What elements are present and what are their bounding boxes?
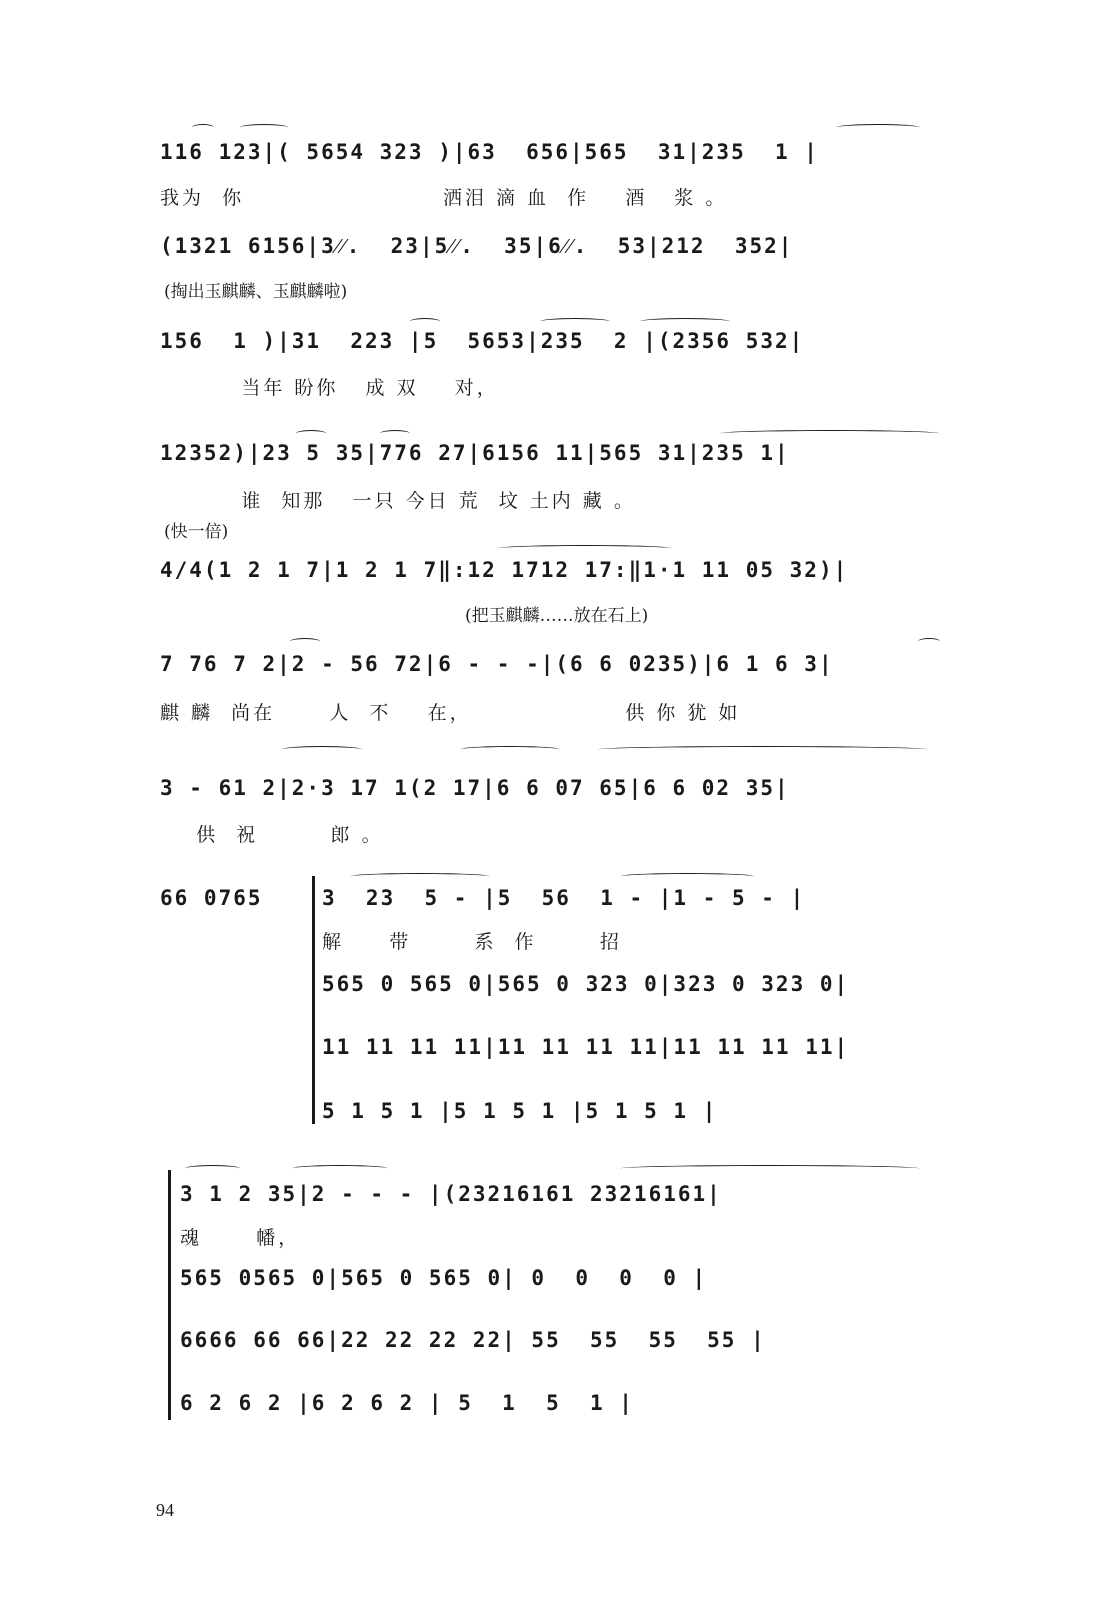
slur [918, 638, 940, 645]
slur [282, 746, 362, 753]
ensemble-2-lyrics: 魂 幡， [180, 1227, 301, 1249]
slur [380, 430, 410, 437]
ensemble-2-part-3: 6666 66 66|22 22 22 22| 55 55 55 55 | [180, 1328, 766, 1352]
lyrics-line-3: 当年 盼你 成 双 对， [160, 377, 499, 399]
slur [292, 1165, 388, 1172]
slur [640, 318, 730, 325]
lyrics-line-7: 供 祝 郎 。 [160, 824, 384, 846]
lyrics-line-6: 麒 麟 尚在 人 不 在， 供 你 犹 如 [160, 702, 741, 724]
slur [497, 545, 672, 552]
ensemble-1-voice: 3 23 5 - |5 56 1 - |1 - 5 - | [322, 886, 806, 910]
slur [192, 124, 214, 131]
slur [720, 430, 940, 437]
slur [460, 746, 560, 753]
stage-direction: (掏出玉麒麟、玉麒麟啦) [164, 282, 348, 302]
lyrics-line-4: 谁 知那 一只 今日 荒 坟 土内 藏 。 [160, 490, 636, 512]
slur [296, 430, 326, 437]
notation-line-4: 12352)|23 5 35|776 27|6156 11|565 31|235 1| [160, 441, 790, 465]
notation-line-1: 116 123|( 5654 323 )|63 656|565 31|235 1 | [160, 140, 819, 164]
notation-line-7: 3 - 61 2|2·3 17 1(2 17|6 6 07 65|6 6 02 35| [160, 776, 790, 800]
ensemble-lead-in: 66 0765 [160, 886, 263, 910]
slur [185, 1165, 240, 1172]
ensemble-2-part-2: 565 0565 0|565 0 565 0| 0 0 0 0 | [180, 1266, 708, 1290]
slur [540, 318, 610, 325]
ensemble-1-part-2: 565 0 565 0|565 0 323 0|323 0 323 0| [322, 972, 850, 996]
slur [240, 124, 288, 131]
slur [620, 1165, 920, 1172]
slur [836, 124, 920, 131]
score-bracket [168, 1170, 171, 1420]
lyrics-line-1: 我为 你 洒泪 滴 血 作 酒 浆 。 [160, 187, 728, 209]
ensemble-2-part-4: 6 2 6 2 |6 2 6 2 | 5 1 5 1 | [180, 1391, 634, 1415]
notation-line-3: 156 1 )|31 223 |5 5653|235 2 |(2356 532| [160, 329, 805, 353]
notation-line-6: 7 76 7 2|2 - 56 72|6 - - -|(6 6 0235)|6 1 6 3| [160, 652, 834, 676]
ensemble-1-part-3: 11 11 11 11|11 11 11 11|11 11 11 11| [322, 1035, 850, 1059]
score-bracket [312, 876, 315, 1124]
slur [290, 638, 320, 645]
tempo-mark: (快一倍) [164, 522, 229, 542]
slur [598, 746, 928, 753]
ensemble-1-part-4: 5 1 5 1 |5 1 5 1 |5 1 5 1 | [322, 1099, 718, 1123]
slur [620, 873, 755, 880]
page-number: 94 [156, 1500, 174, 1520]
notation-line-5: 4/4(1 2 1 7|1 2 1 7‖:12 1712 17:‖1·1 11 05 32)| [160, 558, 849, 582]
slur [350, 873, 490, 880]
stage-direction: (把玉麒麟……放在石上) [465, 606, 649, 626]
notation-line-2: (1321 6156|3⁄⁄. 23|5⁄⁄. 35|6⁄⁄. 53|212 352| [160, 234, 794, 258]
ensemble-2-voice: 3 1 2 35|2 - - - |(23216161 23216161| [180, 1182, 722, 1206]
ensemble-1-lyrics: 解 带 系 作 招 [322, 931, 622, 953]
slur [410, 318, 440, 325]
